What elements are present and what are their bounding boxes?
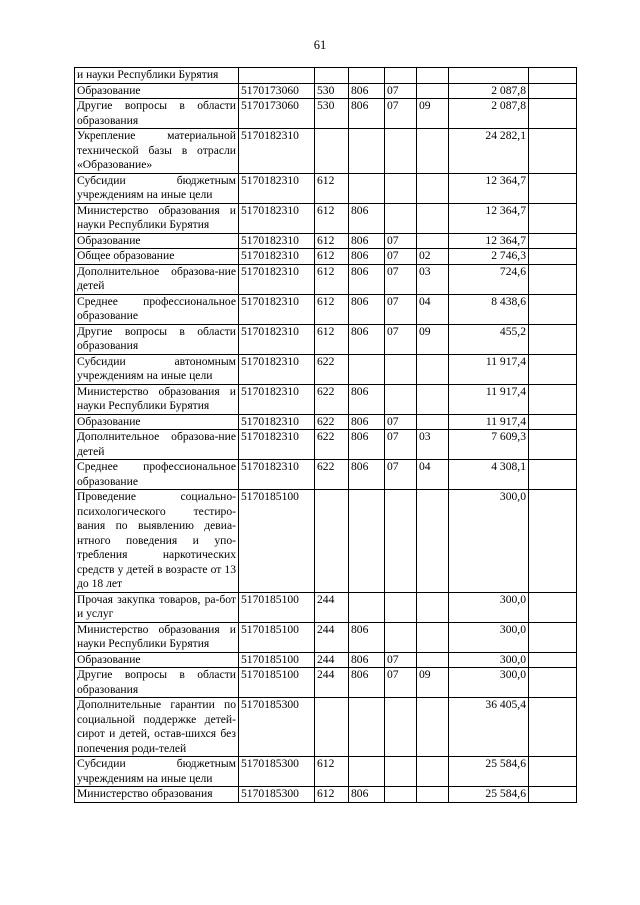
admin-code-cell: 806 (349, 203, 385, 233)
table-row (75, 83, 577, 99)
empty-extra-cell (529, 233, 577, 249)
amount-cell: 11 917,4 (449, 354, 529, 384)
target-code-cell: 5170185100 (239, 668, 315, 698)
empty-extra-cell (529, 787, 577, 803)
expense-type-cell: 530 (315, 99, 349, 129)
section-cell: 07 (385, 668, 417, 698)
admin-code-cell: 806 (349, 430, 385, 460)
table-row (75, 173, 577, 203)
empty-extra-cell (529, 129, 577, 174)
subsection-cell: 09 (417, 324, 449, 354)
table-row (75, 787, 577, 803)
table-row (75, 757, 577, 787)
subsection-cell (417, 757, 449, 787)
table-row (75, 249, 577, 265)
expense-type-cell: 244 (315, 622, 349, 652)
empty-extra-cell (529, 652, 577, 668)
section-cell: 07 (385, 430, 417, 460)
section-cell: 07 (385, 249, 417, 265)
expense-type-cell: 622 (315, 354, 349, 384)
target-code-cell: 5170182310 (239, 384, 315, 414)
admin-code-cell: 806 (349, 324, 385, 354)
target-code-cell: 5170182310 (239, 414, 315, 430)
admin-code-cell (349, 173, 385, 203)
amount-cell: 8 438,6 (449, 294, 529, 324)
expense-name-cell: Министерство образования и науки Республики Бурятия (75, 203, 239, 233)
subsection-cell: 09 (417, 99, 449, 129)
expense-type-cell: 244 (315, 668, 349, 698)
expense-type-cell: 612 (315, 324, 349, 354)
amount-cell: 2 087,8 (449, 99, 529, 129)
subsection-cell (417, 354, 449, 384)
subsection-cell: 03 (417, 430, 449, 460)
empty-extra-cell (529, 414, 577, 430)
target-code-cell: 5170182310 (239, 203, 315, 233)
empty-extra-cell (529, 384, 577, 414)
amount-cell: 724,6 (449, 264, 529, 294)
table-row (75, 324, 577, 354)
budget-table (74, 67, 577, 803)
target-code-cell: 5170185100 (239, 622, 315, 652)
amount-cell: 11 917,4 (449, 384, 529, 414)
budget-table-body (75, 68, 577, 803)
section-cell (385, 384, 417, 414)
page-number: 61 (313, 38, 327, 52)
empty-extra-cell (529, 490, 577, 593)
target-code-cell: 5170185100 (239, 592, 315, 622)
target-code-cell: 5170185300 (239, 698, 315, 757)
amount-cell: 36 405,4 (449, 698, 529, 757)
target-code-cell (239, 68, 315, 84)
section-cell (385, 354, 417, 384)
subsection-cell: 04 (417, 460, 449, 490)
target-code-cell: 5170173060 (239, 83, 315, 99)
admin-code-cell (349, 490, 385, 593)
table-row (75, 264, 577, 294)
expense-name-cell: Образование (75, 83, 239, 99)
subsection-cell (417, 652, 449, 668)
expense-name-cell: Субсидии бюджетным учреждениям на иные цели (75, 757, 239, 787)
expense-type-cell: 622 (315, 414, 349, 430)
empty-extra-cell (529, 324, 577, 354)
subsection-cell (417, 698, 449, 757)
empty-extra-cell (529, 99, 577, 129)
subsection-cell (417, 414, 449, 430)
admin-code-cell: 806 (349, 294, 385, 324)
table-row (75, 592, 577, 622)
expense-type-cell: 612 (315, 173, 349, 203)
amount-cell: 300,0 (449, 652, 529, 668)
admin-code-cell: 806 (349, 384, 385, 414)
expense-name-cell: Общее образование (75, 249, 239, 265)
subsection-cell (417, 592, 449, 622)
empty-extra-cell (529, 203, 577, 233)
expense-name-cell: Другие вопросы в области образования (75, 668, 239, 698)
target-code-cell: 5170182310 (239, 460, 315, 490)
amount-cell: 11 917,4 (449, 414, 529, 430)
section-cell: 07 (385, 99, 417, 129)
expense-name-cell: Укрепление материальной технической базы в отрасли «Образование» (75, 129, 239, 174)
target-code-cell: 5170182310 (239, 173, 315, 203)
expense-type-cell (315, 129, 349, 174)
table-row (75, 294, 577, 324)
section-cell (385, 68, 417, 84)
expense-name-cell: Другие вопросы в области образования (75, 324, 239, 354)
section-cell (385, 203, 417, 233)
admin-code-cell (349, 592, 385, 622)
admin-code-cell: 806 (349, 99, 385, 129)
admin-code-cell: 806 (349, 83, 385, 99)
table-row (75, 414, 577, 430)
section-cell (385, 622, 417, 652)
expense-name-cell: Министерство образования и науки Республики Бурятия (75, 384, 239, 414)
admin-code-cell: 806 (349, 460, 385, 490)
expense-type-cell: 244 (315, 592, 349, 622)
expense-type-cell (315, 490, 349, 593)
expense-name-cell: Дополнительное образова-ние детей (75, 264, 239, 294)
subsection-cell: 02 (417, 249, 449, 265)
subsection-cell (417, 490, 449, 593)
subsection-cell (417, 384, 449, 414)
section-cell (385, 129, 417, 174)
subsection-cell (417, 233, 449, 249)
expense-type-cell: 244 (315, 652, 349, 668)
subsection-cell: 04 (417, 294, 449, 324)
admin-code-cell: 806 (349, 233, 385, 249)
expense-name-cell: Министерство образования и науки Республики Бурятия (75, 622, 239, 652)
amount-cell: 12 364,7 (449, 173, 529, 203)
admin-code-cell: 806 (349, 414, 385, 430)
expense-name-cell: Субсидии бюджетным учреждениям на иные цели (75, 173, 239, 203)
section-cell (385, 592, 417, 622)
amount-cell: 25 584,6 (449, 787, 529, 803)
admin-code-cell (349, 68, 385, 84)
expense-type-cell: 622 (315, 460, 349, 490)
admin-code-cell: 806 (349, 249, 385, 265)
table-row (75, 68, 577, 84)
empty-extra-cell (529, 757, 577, 787)
empty-extra-cell (529, 622, 577, 652)
expense-type-cell: 612 (315, 264, 349, 294)
table-row (75, 490, 577, 593)
target-code-cell: 5170185100 (239, 652, 315, 668)
section-cell: 07 (385, 652, 417, 668)
section-cell: 07 (385, 264, 417, 294)
subsection-cell: 03 (417, 264, 449, 294)
table-row (75, 129, 577, 174)
amount-cell: 24 282,1 (449, 129, 529, 174)
table-row (75, 668, 577, 698)
target-code-cell: 5170173060 (239, 99, 315, 129)
empty-extra-cell (529, 698, 577, 757)
table-row (75, 384, 577, 414)
subsection-cell (417, 787, 449, 803)
subsection-cell (417, 622, 449, 652)
target-code-cell: 5170182310 (239, 294, 315, 324)
expense-type-cell: 612 (315, 294, 349, 324)
expense-name-cell: Образование (75, 652, 239, 668)
table-row (75, 354, 577, 384)
empty-extra-cell (529, 294, 577, 324)
target-code-cell: 5170182310 (239, 233, 315, 249)
amount-cell: 2 087,8 (449, 83, 529, 99)
expense-type-cell: 612 (315, 203, 349, 233)
amount-cell: 300,0 (449, 490, 529, 593)
admin-code-cell (349, 354, 385, 384)
expense-name-cell: Министерство образования (75, 787, 239, 803)
empty-extra-cell (529, 264, 577, 294)
target-code-cell: 5170182310 (239, 264, 315, 294)
table-row (75, 233, 577, 249)
target-code-cell: 5170182310 (239, 354, 315, 384)
expense-type-cell: 530 (315, 83, 349, 99)
admin-code-cell: 806 (349, 787, 385, 803)
section-cell (385, 787, 417, 803)
target-code-cell: 5170185300 (239, 757, 315, 787)
empty-extra-cell (529, 668, 577, 698)
empty-extra-cell (529, 83, 577, 99)
expense-name-cell: Субсидии автономным учреждениям на иные цели (75, 354, 239, 384)
amount-cell: 300,0 (449, 668, 529, 698)
target-code-cell: 5170185300 (239, 787, 315, 803)
amount-cell: 2 746,3 (449, 249, 529, 265)
expense-type-cell (315, 698, 349, 757)
empty-extra-cell (529, 68, 577, 84)
expense-name-cell: Проведение социально-психологического тестиро-вания по выявлению девиа-нтного поведения и упо-требления наркотических средств у детей в возрасте от 13 до 18 лет (75, 490, 239, 593)
target-code-cell: 5170182310 (239, 129, 315, 174)
expense-name-cell: и науки Республики Бурятия (75, 68, 239, 84)
subsection-cell (417, 203, 449, 233)
empty-extra-cell (529, 249, 577, 265)
subsection-cell: 09 (417, 668, 449, 698)
amount-cell (449, 68, 529, 84)
admin-code-cell: 806 (349, 668, 385, 698)
amount-cell: 4 308,1 (449, 460, 529, 490)
table-row (75, 652, 577, 668)
empty-extra-cell (529, 173, 577, 203)
expense-type-cell: 612 (315, 757, 349, 787)
expense-type-cell: 622 (315, 430, 349, 460)
section-cell (385, 173, 417, 203)
empty-extra-cell (529, 592, 577, 622)
target-code-cell: 5170182310 (239, 249, 315, 265)
section-cell (385, 698, 417, 757)
table-row (75, 203, 577, 233)
subsection-cell (417, 129, 449, 174)
expense-type-cell: 612 (315, 233, 349, 249)
table-row (75, 698, 577, 757)
expense-type-cell: 612 (315, 249, 349, 265)
admin-code-cell (349, 129, 385, 174)
amount-cell: 300,0 (449, 592, 529, 622)
target-code-cell: 5170182310 (239, 430, 315, 460)
expense-name-cell: Дополнительные гарантии по социальной поддержке детей-сирот и детей, остав-шихся без попечения роди-телей (75, 698, 239, 757)
table-row (75, 460, 577, 490)
expense-name-cell: Среднее профессиональное образование (75, 460, 239, 490)
amount-cell: 300,0 (449, 622, 529, 652)
admin-code-cell: 806 (349, 652, 385, 668)
expense-name-cell: Прочая закупка товаров, ра-бот и услуг (75, 592, 239, 622)
amount-cell: 12 364,7 (449, 233, 529, 249)
expense-type-cell: 622 (315, 384, 349, 414)
admin-code-cell (349, 698, 385, 757)
empty-extra-cell (529, 460, 577, 490)
expense-name-cell: Среднее профессиональное образование (75, 294, 239, 324)
amount-cell: 7 609,3 (449, 430, 529, 460)
empty-extra-cell (529, 354, 577, 384)
admin-code-cell: 806 (349, 622, 385, 652)
admin-code-cell: 806 (349, 264, 385, 294)
section-cell (385, 757, 417, 787)
target-code-cell: 5170185100 (239, 490, 315, 593)
admin-code-cell (349, 757, 385, 787)
table-row (75, 430, 577, 460)
section-cell: 07 (385, 324, 417, 354)
expense-name-cell: Образование (75, 233, 239, 249)
subsection-cell (417, 68, 449, 84)
target-code-cell: 5170182310 (239, 324, 315, 354)
section-cell: 07 (385, 414, 417, 430)
empty-extra-cell (529, 430, 577, 460)
amount-cell: 12 364,7 (449, 203, 529, 233)
subsection-cell (417, 83, 449, 99)
section-cell (385, 490, 417, 593)
amount-cell: 455,2 (449, 324, 529, 354)
expense-name-cell: Образование (75, 414, 239, 430)
subsection-cell (417, 173, 449, 203)
section-cell: 07 (385, 460, 417, 490)
expense-type-cell (315, 68, 349, 84)
table-row (75, 622, 577, 652)
amount-cell: 25 584,6 (449, 757, 529, 787)
expense-name-cell: Другие вопросы в области образования (75, 99, 239, 129)
table-row (75, 99, 577, 129)
expense-name-cell: Дополнительное образова-ние детей (75, 430, 239, 460)
expense-type-cell: 612 (315, 787, 349, 803)
section-cell: 07 (385, 233, 417, 249)
section-cell: 07 (385, 83, 417, 99)
section-cell: 07 (385, 294, 417, 324)
